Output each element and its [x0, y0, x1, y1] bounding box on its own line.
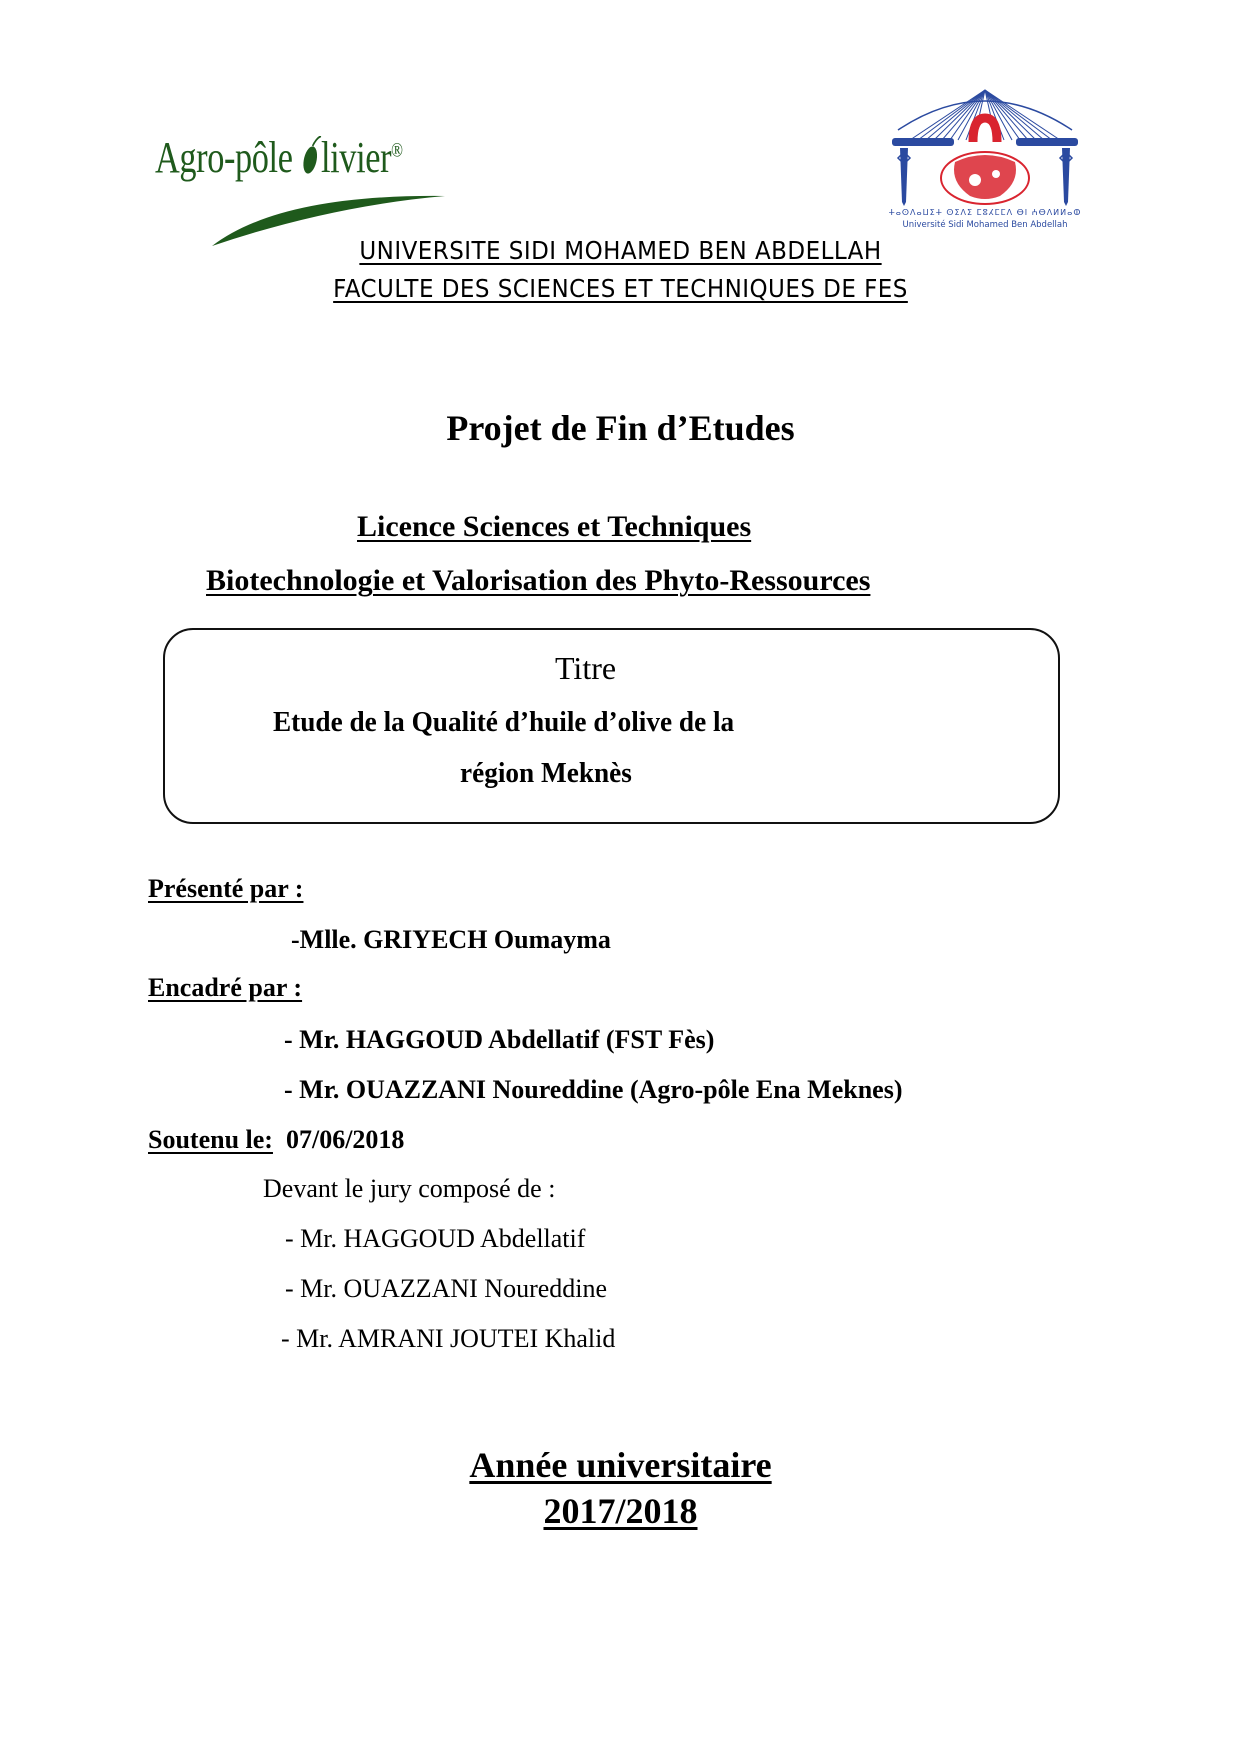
- logo-text-suffix: livier: [321, 133, 392, 182]
- university-name-text: UNIVERSITE SIDI MOHAMED BEN ABDELLAH: [359, 236, 882, 265]
- academic-year-value: [0, 1490, 1241, 1532]
- faculty-name: [50, 274, 1192, 303]
- agro-pole-wordmark: [155, 132, 403, 183]
- presented-by-label: Présenté par :: [148, 874, 304, 903]
- title-line-2: région Meknès: [460, 757, 632, 789]
- academic-year-label-text: Année universitaire: [469, 1445, 772, 1485]
- student-name: -Mlle. GRIYECH Oumayma: [291, 925, 611, 954]
- faculty-name-text: FACULTE DES SCIENCES ET TECHNIQUES DE FES: [333, 274, 908, 303]
- supervised-by-label: Encadré par :: [148, 973, 303, 1002]
- registered-mark: ®: [391, 139, 403, 162]
- university-name: [50, 236, 1192, 265]
- supervisor-1: - Mr. HAGGOUD Abdellatif (FST Fès): [284, 1025, 715, 1054]
- jury-member-1: - Mr. HAGGOUD Abdellatif: [285, 1224, 586, 1253]
- logo-text-prefix: Agro-pôle: [155, 133, 301, 182]
- academic-year-value-text: 2017/2018: [543, 1491, 698, 1531]
- jury-member-2: - Mr. OUAZZANI Noureddine: [285, 1274, 608, 1303]
- usmba-tifinagh-caption: ⵜⴰⵙⴷⴰⵡⵉⵜ ⵙⵉⴷⵉ ⵎⵓⵃⵎⵎⴷ ⴱⵏ ⵄⴱⴷⵍⵍⴰⵀ: [888, 208, 1082, 217]
- usmba-logo: [870, 82, 1100, 232]
- defense-line: [148, 1125, 404, 1155]
- document-type-heading: Projet de Fin d’Etudes: [446, 408, 795, 448]
- usmba-emblem-icon: [870, 82, 1100, 207]
- title-line-1: Etude de la Qualité d’huile d’olive de la: [273, 706, 735, 738]
- agro-pole-olivier-logo: [150, 118, 500, 238]
- jury-intro: Devant le jury composé de :: [263, 1174, 556, 1203]
- defense-label: Soutenu le:: [148, 1125, 273, 1154]
- jury-member-3: - Mr. AMRANI JOUTEI Khalid: [281, 1324, 616, 1353]
- olive-icon: [301, 136, 321, 176]
- defense-date: 07/06/2018: [285, 1125, 405, 1154]
- usmba-latin-caption: Université Sidi Mohamed Ben Abdellah: [902, 220, 1068, 230]
- title-label: Titre: [555, 650, 617, 686]
- degree-heading: Licence Sciences et Techniques: [357, 510, 752, 543]
- academic-year-label: [0, 1444, 1241, 1486]
- program-heading: Biotechnologie et Valorisation des Phyto-Ressources: [206, 564, 871, 597]
- supervisor-2: - Mr. OUAZZANI Noureddine (Agro-pôle Ena Meknes): [284, 1075, 903, 1104]
